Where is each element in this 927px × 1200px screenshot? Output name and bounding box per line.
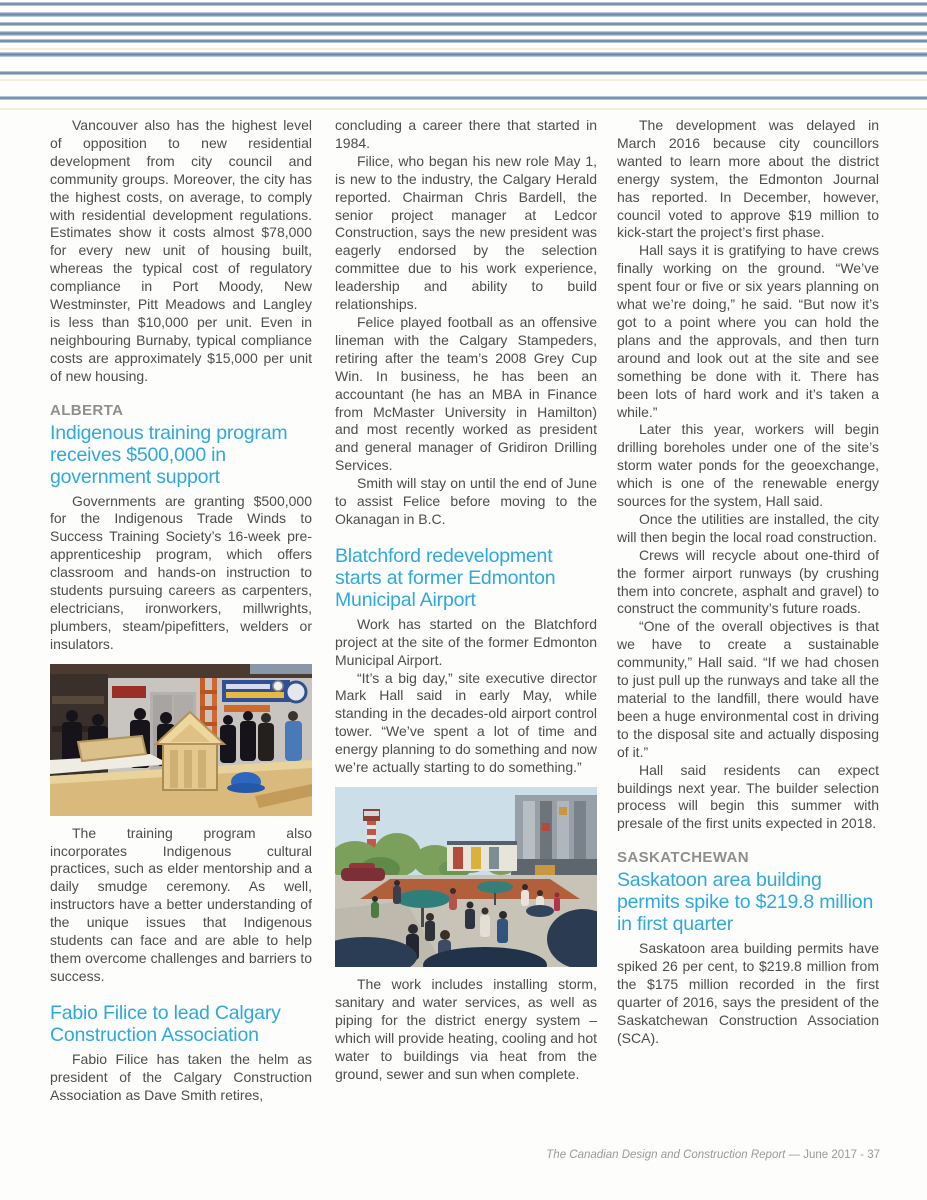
masthead-stripe <box>0 39 927 43</box>
paragraph-sustainable-community: “One of the overall objectives is that we have to create a sustainable community,” Hall said. “If we had chosen to just pull up the runways and take all the material to the landfill, there would have been a huge environmental cost in driving to the disposal site and actually disposing of it.” <box>617 618 879 760</box>
masthead-stripe <box>0 22 927 26</box>
masthead-stripe-cream <box>0 48 927 50</box>
section-label-alberta: ALBERTA <box>50 401 124 419</box>
paragraph-felice-football: Felice played football as an offensive lineman with the Calgary Stampeders, retiring after the team’s 2008 Grey Cup Win. In business, he has been an accountant (he has an MBA in Finance from McMaster University in Hamilton) and most recently worked as president and general manager of Gridiron Drilling Services. <box>335 313 597 474</box>
wall-clock <box>273 681 283 691</box>
paragraph-cultural-practices: The training program also incorporates Indigenous cultural practices, such as elder mentorship and a daily smudge ceremony. As well, instructors have a better understanding of the unique issues that Indigenous students can face and are able to help them overcome challenges and barriers to success. <box>50 824 312 984</box>
masthead-stripe-cream <box>0 79 927 81</box>
paragraph-filice-new-role: Filice, who began his new role May 1, is new to the industry, the Calgary Herald reported. Chairman Chris Bardell, the senior project manager at Ledcor Construction, says the new president was eagerly endorsed by the selection committee due to his work experience, leadership and ability to build relationships. <box>335 152 597 313</box>
paragraph-vancouver-costs: Vancouver also has the highest level of opposition to new residential development from city council and community groups. Moreover, the city has the highest costs, on average, to comply with residential development regulations. Estimates show it costs almost $78,000 for every new unit of housing built, whereas the typical cost of regulatory compliance in Port Moody, New Westminster, Pitt Meadows and Langley is less than $10,000 per unit. Even in neighbouring Burnaby, typical compliance costs are approximately $15,000 per unit of new housing. <box>50 117 312 384</box>
masthead-stripe <box>0 71 927 75</box>
headline-fabio-filice: Fabio Filice to lead Calgary Construction Association <box>50 1001 281 1046</box>
page-footer <box>546 1149 880 1161</box>
paragraph-boreholes: Later this year, workers will begin drilling boreholes under one of the site’s storm water ponds for the geoexchange, which is one of the renewable energy sources for the system, Hall said. <box>617 421 879 510</box>
masthead-stripe <box>0 96 927 100</box>
paragraph-blatchford-start: Work has started on the Blatchford project at the site of the former Edmonton Municipal Airport. <box>335 615 597 668</box>
column-1 <box>50 117 312 1105</box>
paragraph-work-includes: The work includes installing storm, sanitary and water services, as well as piping for the district energy system – which will provide heating, cooling and hot water to buildings via heat from the ground, sewer and sun when complete. <box>335 976 597 1082</box>
mid-low-buildings <box>447 841 517 871</box>
masthead-stripe-cream <box>0 108 927 110</box>
headline-saskatoon-permits: Saskatoon area building permits spike to $219.8 million in first quarter <box>617 869 874 936</box>
paragraph-career-1984: concluding a career there that started in 1984. <box>335 117 597 151</box>
footer-journal-title: The Canadian Design and Construction Report <box>546 1149 786 1161</box>
paragraph-buildings-next-year: Hall said residents can expect buildings next year. The builder selection process will begin this summer with presale of the first units expected in 2018. <box>617 761 879 832</box>
paragraph-development-delayed: The development was delayed in March 2016 because city councillors wanted to learn more about the district energy system, the Edmonton Journal has reported. In December, however, council voted to approve $19 million to kick-start the project’s first phase. <box>617 117 879 241</box>
blatchford-park-illustration <box>335 787 597 967</box>
section-label-saskatchewan: SASKATCHEWAN <box>617 849 750 867</box>
headline-blatchford: Blatchford redevelopment starts at former Edmonton Municipal Airport <box>335 544 556 611</box>
masthead-stripe <box>0 52 927 57</box>
carpentry-workshop-illustration <box>50 664 312 816</box>
paragraph-big-day-quote: “It’s a big day,” site executive director Mark Hall said in early May, while standing in the decades-old airport control tower. “We’ve spent a lot of time and energy planning to do something and now we’re actually starting to do something.” <box>335 669 597 776</box>
headline-indigenous-training: Indigenous training program receives $500,000 in government support <box>50 421 288 488</box>
masthead-stripe <box>0 12 927 17</box>
carpentry-workshop-photo <box>50 664 312 816</box>
column-3 <box>617 117 879 1048</box>
blatchford-park-rendering-photo <box>335 787 597 967</box>
footer-issue-page: — June 2017 - 37 <box>785 1149 880 1161</box>
paragraph-smith-stay: Smith will stay on until the end of June to assist Felice before moving to the Okanagan in B.C. <box>335 475 597 527</box>
paragraph-hall-gratifying: Hall says it is gratifying to have crews finally working on the ground. “We’ve spent four or five or six years planning on what we’re doing,” he said. “But now it’s got to a point where you can hold the plans and the approvals, and then turn around and look out at the site and see something be done with it. There has been lots of hard work and it’s taken a while.” <box>617 242 879 420</box>
masthead-stripe <box>0 31 927 36</box>
paragraph-recycle-runways: Crews will recycle about one-third of the former airport runways (by crushing them into concrete, asphalt and gravel) to construct the community’s future roads. <box>617 546 879 617</box>
wall-crest <box>286 682 306 702</box>
paragraph-utilities-roads: Once the utilities are installed, the city will then begin the local road construction. <box>617 510 879 545</box>
paragraph-training-grant: Governments are granting $500,000 for the Indigenous Trade Winds to Success Training Society’s 16-week pre-apprenticeship program, which offers classroom and hands-on instruction to students pursuing careers as carpenters, electricians, ironworkers, millwrights, plumbers, steam/pipefitters, welders or insulators. <box>50 492 312 652</box>
masthead-stripe <box>0 2 927 6</box>
paragraph-saskatoon-permits: Saskatoon area building permits have spiked 26 per cent, to $219.8 million from the $175 million recorded in the first quarter of 2016, says the president of the Saskatchewan Construction Association (SCA). <box>617 940 879 1046</box>
paragraph-fabio-filice: Fabio Filice has taken the helm as president of the Calgary Construction Association as Dave Smith retires, <box>50 1050 312 1103</box>
column-2 <box>335 117 597 1083</box>
